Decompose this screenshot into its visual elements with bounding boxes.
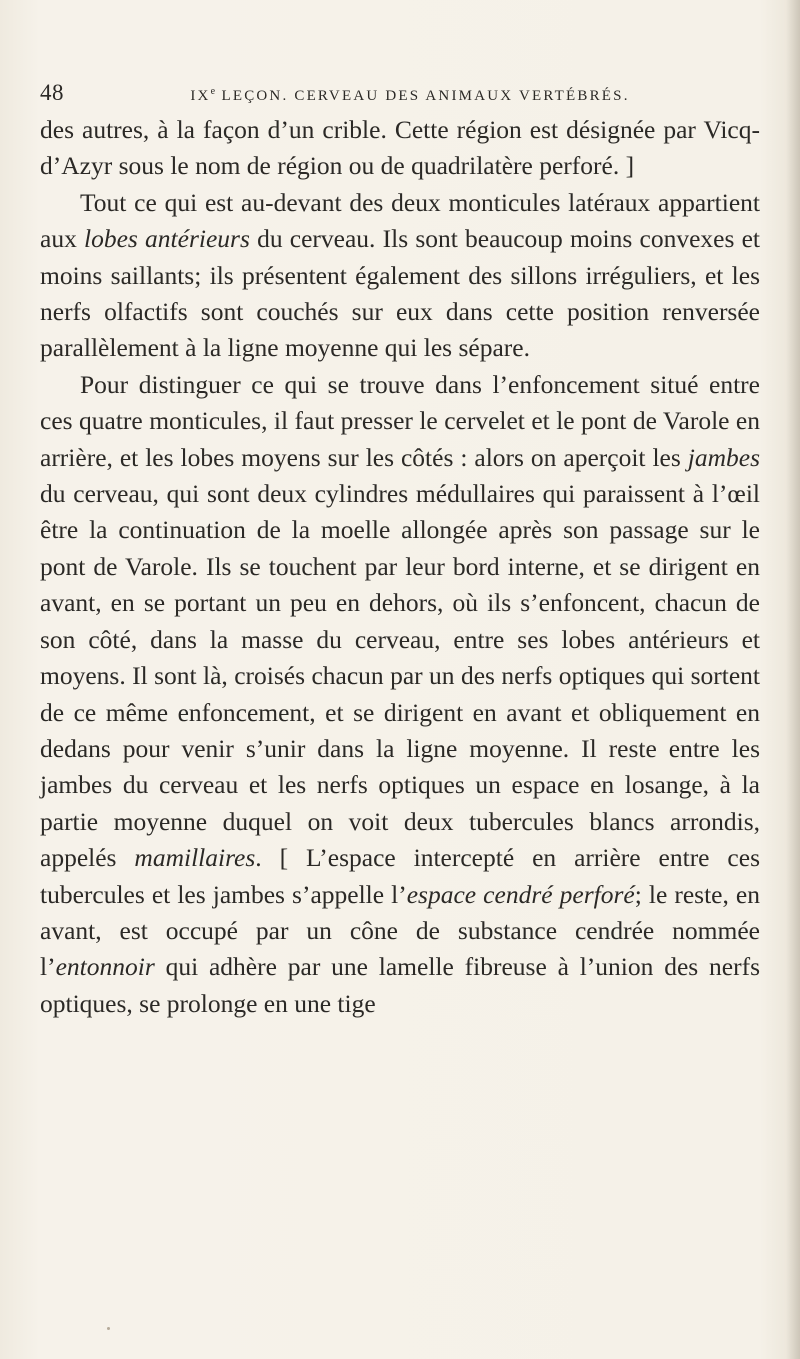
italic-term: lobes antérieurs [84, 224, 250, 254]
running-title [100, 86, 760, 105]
lesson-number: IX [190, 88, 211, 104]
page-header [40, 80, 760, 110]
italic-term: espace cendré perforé [406, 879, 635, 909]
running-title-text: LEÇON. CERVEAU DES ANIMAUX VERTÉBRÉS. [215, 88, 630, 104]
italic-term: entonnoir [55, 952, 155, 982]
body-text [40, 112, 760, 1022]
lesson-number-superscript: e [210, 86, 216, 97]
paragraph-p3 [40, 367, 760, 1022]
paper-spot [107, 1327, 110, 1330]
text-segment: ; le reste, en avant, est occupé par un cône de substance cendrée nommée l’ [40, 879, 760, 982]
text-segment: du cerveau, qui sont deux cylindres médullaires qui paraissent à l’œil être la continuation de la moelle allongée après son passage sur le pont de Varole. Ils se touchent par leur bord interne, et se dirigent en avant, en se portant un peu en dehors, où ils s’enfoncent, chacun de son côté, dans la masse du cerveau, entre ses lobes antérieurs et moyens. Il sont là, croisés chacun par un des nerfs optiques qui sortent de ce même enfoncement, et se dirigent en avant et obliquement en dedans pour venir s’unir dans la ligne moyenne. Il reste entre les jambes du cerveau et les nerfs optiques un espace en losange, à la partie moyenne duquel on voit deux tubercules blancs arrondis, appelés [40, 479, 760, 873]
text-segment: des autres, à la façon d’un crible. Cette région est désignée par Vicq-d’Azyr sous le nom de région ou de quadrilatère perforé. ] [40, 115, 760, 181]
paragraph-p2 [40, 185, 760, 367]
text-segment: Pour distinguer ce qui se trouve dans l’enfoncement situé entre ces quatre monticules, il faut presser le cervelet et le pont de Varole en arrière, et les lobes moyens sur les côtés : alors on aperçoit les [40, 369, 760, 472]
text-segment: qui adhère par une lamelle fibreuse à l’union des nerfs optiques, se prolonge en une tige [40, 952, 760, 1018]
text-segment: . [ L’espace intercepté en arrière entre ces tubercules et les jambes s’appelle l’ [40, 843, 760, 909]
page-number: 48 [40, 80, 64, 105]
paragraph-p1 [40, 112, 760, 185]
text-segment: Tout ce qui est au-devant des deux monticules latéraux appartient aux [40, 187, 760, 254]
italic-term: mamillaires [134, 843, 256, 873]
italic-term: jambes [687, 442, 760, 472]
page-edge-shadow [786, 0, 800, 1359]
text-segment: du cerveau. Ils sont beaucoup moins convexes et moins saillants; ils présentent également des sillons irréguliers, et les nerfs olfactifs sont couchés sur eux dans cette position renversée parallèlement à la ligne moyenne qui les sépare. [40, 224, 760, 363]
